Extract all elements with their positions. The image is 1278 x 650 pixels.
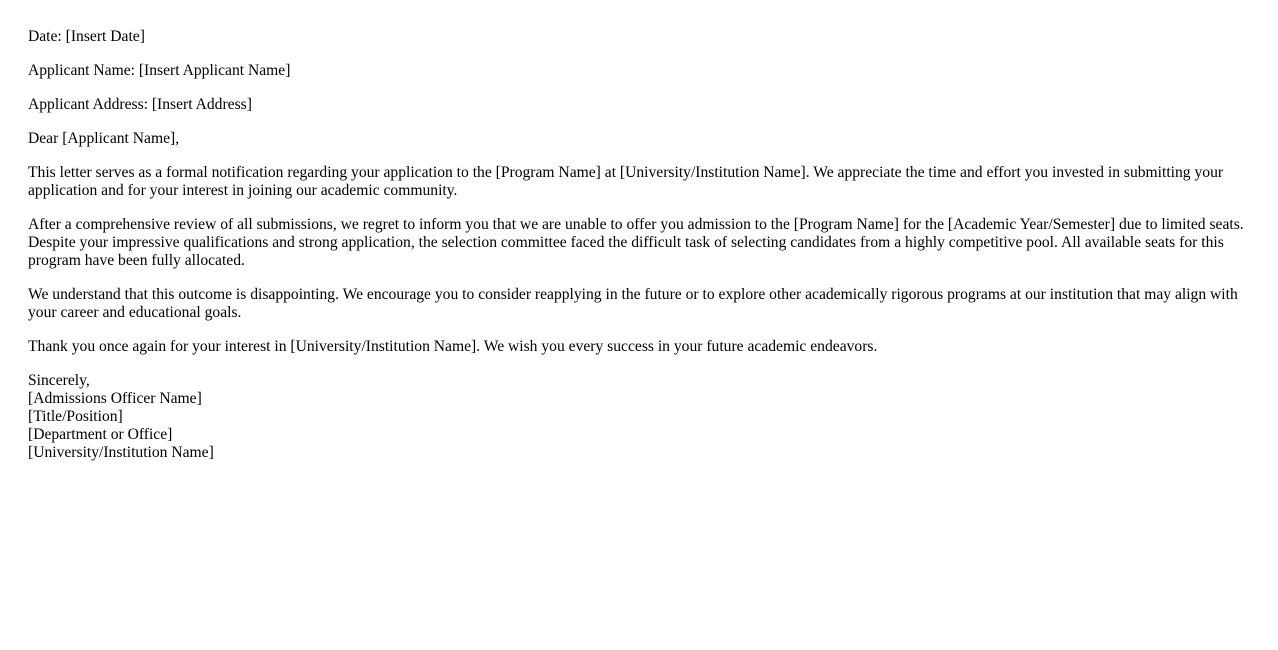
body-paragraph-thanks: Thank you once again for your interest in [University/Institution Name]. We wish you every success in your future academic endeavors.: [28, 338, 878, 355]
officer-name: [Admissions Officer Name]: [28, 390, 202, 407]
salutation: Dear [Applicant Name],: [28, 130, 180, 147]
body-paragraph-decision: After a comprehensive review of all submissions, we regret to inform you that we are unable to offer you admission to the [Program Name] for the [Academic Year/Semester] due to limited seats. Despite your impressive qualifications and strong application, the selection committee faced the difficult task of selecting candidates from a highly competitive pool. All available seats for this program have been fully allocated.: [28, 216, 1244, 269]
body-paragraph-encouragement: We understand that this outcome is disappointing. We encourage you to consider reapplying in the future or to explore other academically rigorous programs at our institution that may align with your career and educational goals.: [28, 286, 1238, 321]
applicant-name-line: Applicant Name: [Insert Applicant Name]: [28, 62, 291, 79]
institution: [University/Institution Name]: [28, 444, 214, 461]
letter-document: [28, 28, 1250, 462]
signature-block: [28, 372, 1250, 462]
body-paragraph-notification: This letter serves as a formal notification regarding your application to the [Program Name] at [University/Institution Name]. We appreciate the time and effort you invested in submitting your application and for your interest in joining our academic community.: [28, 164, 1224, 199]
closing: Sincerely,: [28, 372, 90, 389]
officer-title: [Title/Position]: [28, 408, 123, 425]
date-line: Date: [Insert Date]: [28, 28, 145, 45]
department: [Department or Office]: [28, 426, 173, 443]
applicant-address-line: Applicant Address: [Insert Address]: [28, 96, 252, 113]
